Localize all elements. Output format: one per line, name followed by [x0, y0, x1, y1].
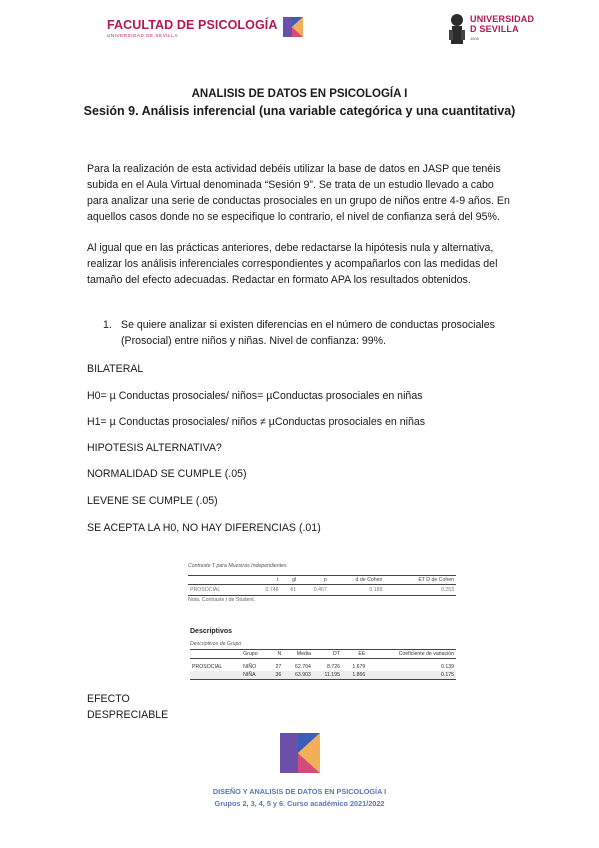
- table-cell: 1.679: [352, 664, 366, 670]
- faculty-logo-text: [107, 18, 278, 38]
- table-header-cell: [190, 650, 241, 659]
- table-cell: PROSOCIAL: [192, 664, 223, 670]
- answer-line-h0: H0= µ Conductas prosociales/ niños= µConductas prosociales en niñas: [87, 390, 423, 402]
- requirements-paragraph: Al igual que en las prácticas anteriores, debe redactarse la hipótesis nula y alternativa, realizar los análisis inferenciales correspondientes y acompañarlos con las medidas del tamaño del efecto adecuadas. Redactar en formato APA los resultados obtenidos.: [87, 242, 498, 286]
- page-footer: [0, 786, 599, 810]
- answer-line-levene: LEVENE SE CUMPLE (.05): [87, 495, 218, 507]
- table-header-cell: N: [269, 650, 284, 659]
- ttest-table-block: [188, 563, 456, 603]
- descriptives-caption: Descriptivos de Grupo: [190, 641, 242, 647]
- university-logo: [446, 12, 534, 46]
- footer-course-groups: Grupos 2, 3, 4, 5 y 6. Curso académico 2021/2022: [214, 799, 385, 808]
- document-title: ANALISIS DE DATOS EN PSICOLOGÍA I: [191, 88, 408, 100]
- university-name-line2: D SEVILLA: [470, 24, 519, 34]
- ttest-table-note: Nota. Contraste t de Student.: [188, 597, 256, 603]
- table-cell: 0.175: [367, 671, 456, 680]
- answer-line-h1: H1= µ Conductas prosociales/ niños ≠ µConductas prosociales en niñas: [87, 416, 426, 428]
- faculty-title: FACULTAD DE PSICOLOGÍA: [107, 18, 278, 32]
- table-cell: NIÑO: [243, 664, 257, 670]
- effect-size-note: [87, 691, 168, 723]
- table-cell: 61: [280, 585, 298, 596]
- answer-line-normality: NORMALIDAD SE CUMPLE (.05): [87, 468, 247, 480]
- table-header-cell: ET D de Cohen: [384, 576, 456, 585]
- exercise-list-item: [103, 317, 521, 349]
- list-item-text: Se quiere analizar si existen diferencias en el número de conductas prosociales (Prosocial) entre niños y niñas. Nivel de confianza: 99%.: [121, 319, 495, 347]
- table-header-cell: Media: [283, 650, 313, 659]
- footer-course-title: DISEÑO Y ANALISIS DE DATOS EN PSICOLOGÍA I: [212, 787, 387, 796]
- table-header-cell: Coeficiente de variación: [367, 650, 456, 659]
- table-header-cell: gl: [280, 576, 298, 585]
- effect-size-line2: DESPRECIABLE: [87, 709, 169, 721]
- answer-line-bilateral: BILATERAL: [87, 363, 144, 375]
- table-header-cell: d de Cohen: [329, 576, 385, 585]
- table-cell: 62.704: [295, 664, 311, 670]
- university-name-line1: UNIVERSIDAD: [470, 14, 535, 24]
- table-cell: 0.457: [298, 585, 329, 596]
- effect-size-line1: EFECTO: [87, 693, 130, 705]
- table-cell: PROSOCIAL: [188, 585, 250, 596]
- table-cell: 0.139: [441, 664, 454, 670]
- university-seal-icon: [446, 12, 468, 46]
- faculty-logo-mark-icon: [283, 17, 303, 37]
- page-header: [0, 0, 599, 60]
- table-header-cell: t: [250, 576, 281, 585]
- table-cell: 0.253: [384, 585, 456, 596]
- instructions-paragraph: Para la realización de esta actividad debéis utilizar la base de datos en JASP que tenéis subida en el Aula Virtual denominada “Sesión 9”. Se trata de un estudio llevado a cabo para analizar una serie de conductas prosociales en un grupo de niños entre 4-9 años. En aquellos casos donde no se especifique lo contrario, el nivel de confianza será del 95%.: [87, 163, 510, 223]
- table-header-cell: p: [298, 576, 329, 585]
- table-cell: 8.726: [326, 664, 340, 670]
- table-header-row: [190, 650, 456, 659]
- descriptives-block: [190, 628, 456, 680]
- table-cell: 36: [269, 671, 284, 680]
- table-header-cell: EE: [342, 650, 367, 659]
- university-year: 1505: [470, 36, 479, 41]
- table-cell: 11.195: [313, 671, 342, 680]
- footer-logo-mark-icon: [280, 733, 320, 773]
- document-subtitle: Sesión 9. Análisis inferencial (una variable categórica y una cuantitativa): [83, 104, 516, 118]
- answer-line-hypothesis: HIPOTESIS ALTERNATIVA?: [87, 442, 222, 454]
- faculty-logo: [107, 18, 303, 38]
- ttest-table: [188, 575, 456, 596]
- ttest-table-caption: Contraste T para Muestras Independientes: [188, 563, 287, 569]
- table-header-cell: [188, 576, 250, 585]
- table-cell: 1.866: [342, 671, 367, 680]
- table-cell: 0.189: [329, 585, 385, 596]
- answer-line-conclusion: SE ACEPTA LA H0, NO HAY DIFERENCIAS (.01): [87, 522, 321, 534]
- table-header-row: [188, 576, 456, 585]
- table-cell: 27: [275, 664, 282, 670]
- table-row: [190, 671, 456, 680]
- table-row: [190, 659, 456, 672]
- descriptives-title: Descriptivos: [190, 628, 233, 635]
- university-logo-text: [470, 14, 534, 44]
- table-cell: 0.748: [250, 585, 281, 596]
- table-header-cell: Grupo: [241, 650, 268, 659]
- descriptives-table: [190, 649, 456, 680]
- list-item-number: 1.: [103, 319, 112, 331]
- table-row: [188, 585, 456, 596]
- table-cell: [190, 671, 241, 680]
- table-cell: NIÑA: [241, 671, 268, 680]
- table-cell: 63.903: [283, 671, 313, 680]
- document-title-block: [0, 88, 599, 118]
- faculty-subtitle: UNIVERSIDAD DE SEVILLA: [107, 33, 178, 38]
- table-header-cell: DT: [313, 650, 342, 659]
